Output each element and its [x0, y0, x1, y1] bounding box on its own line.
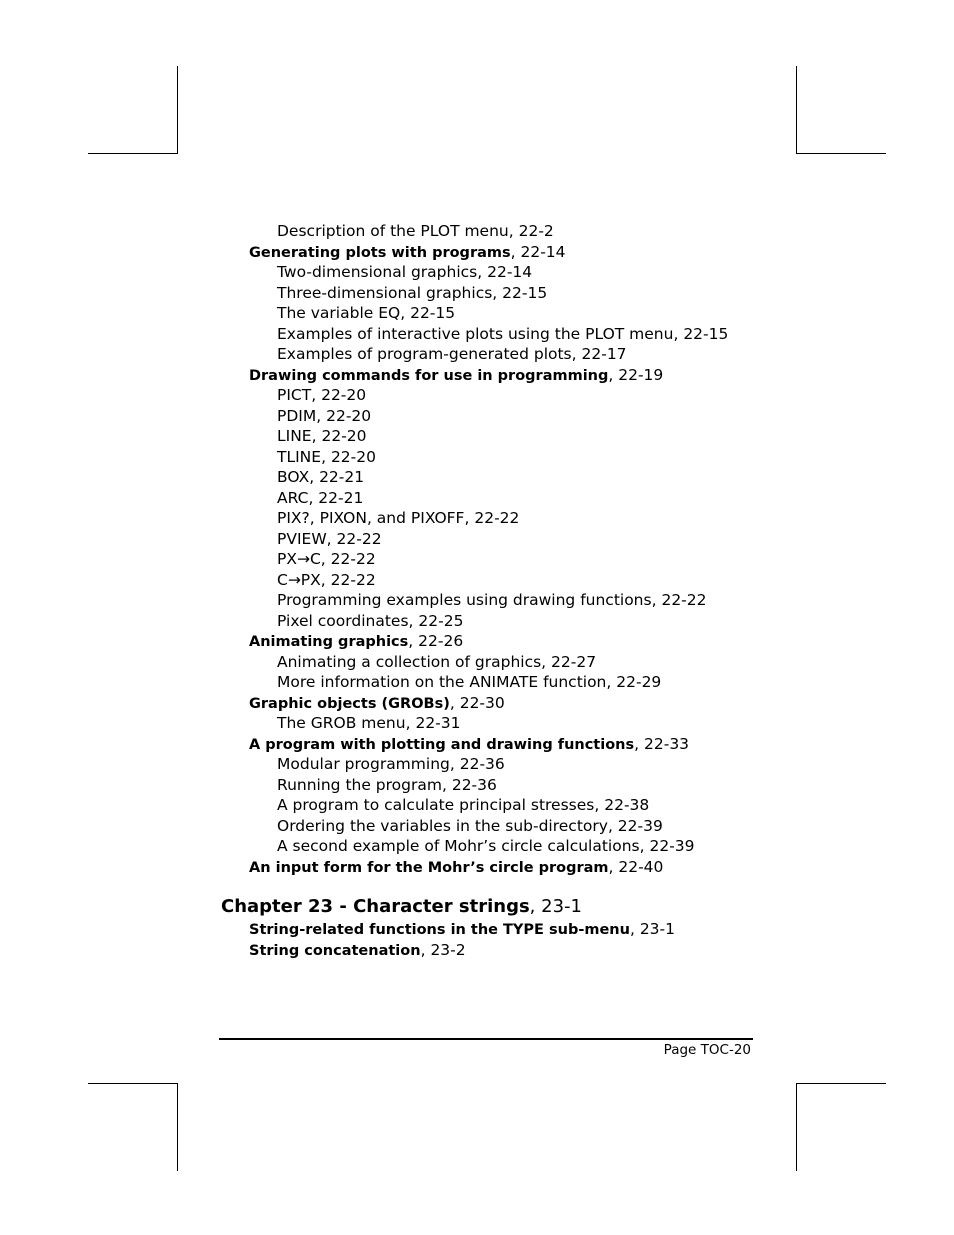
toc-entry-page: 22-14	[487, 263, 533, 281]
toc-entry-title: A program with plotting and drawing functions	[249, 736, 635, 753]
toc-entry-page: 22-20	[330, 447, 376, 466]
toc-entry-page: 22-22	[336, 529, 382, 548]
toc-chapter-entry	[221, 897, 582, 917]
toc-entry-separator: ,	[464, 509, 475, 527]
toc-entry-title: A second example of Mohr’s circle calculations	[277, 837, 640, 855]
toc-subsection-entry	[277, 590, 707, 610]
toc-entry-page: 22-2	[518, 222, 554, 240]
toc-subsection-entry	[277, 221, 554, 241]
toc-subsection-entry	[277, 385, 366, 405]
toc-entry-page: 22-27	[551, 652, 597, 671]
toc-entry-separator: ,	[629, 920, 640, 938]
toc-entry-title: PVIEW	[277, 529, 327, 548]
toc-subsection-entry	[277, 426, 367, 446]
toc-entry-page: 22-21	[319, 468, 365, 486]
toc-entry-page: 22-22	[330, 550, 376, 568]
toc-entry-title: Three-dimensional graphics	[277, 283, 493, 302]
toc-entry-separator: ,	[634, 734, 644, 753]
toc-entry-page: 22-20	[321, 427, 367, 445]
toc-entry-separator: ,	[673, 324, 684, 343]
crop-mark-top-right-horizontal	[797, 153, 886, 154]
toc-entry-title: Drawing commands for use in programming	[249, 367, 609, 384]
toc-entry-title: Examples of program-generated plots	[277, 345, 572, 363]
toc-entry-separator: ,	[326, 529, 337, 548]
toc-entry-page: 22-26	[418, 632, 464, 650]
toc-entry-title: Generating plots with programs	[249, 244, 511, 261]
toc-subsection-entry	[277, 549, 376, 569]
toc-entry-separator: ,	[607, 816, 618, 835]
toc-entry-separator: ,	[449, 693, 460, 712]
toc-subsection-entry	[277, 467, 364, 487]
toc-section-entry	[249, 734, 689, 755]
toc-entry-separator: ,	[508, 222, 519, 240]
toc-entry-page: 22-39	[649, 837, 695, 855]
crop-mark-bottom-right-horizontal	[797, 1083, 886, 1084]
toc-section-entry	[249, 919, 675, 940]
toc-entry-title: ARC	[277, 488, 309, 507]
toc-entry-page: 22-31	[415, 714, 461, 732]
crop-mark-bottom-right-vertical	[796, 1083, 797, 1171]
toc-entry-title: C→PX	[277, 570, 321, 589]
toc-entry-separator: ,	[477, 263, 488, 281]
toc-entry-separator: ,	[594, 796, 605, 814]
toc-entry-title: The GROB menu	[277, 714, 406, 732]
toc-entry-title: Examples of interactive plots using the PLOT menu	[277, 324, 674, 343]
toc-entry-page: 22-36	[451, 775, 497, 794]
toc-entry-title: Programming examples using drawing functions	[277, 591, 652, 609]
toc-entry-title: String-related functions in the TYPE sub-menu	[249, 922, 630, 938]
toc-entry-page: 22-22	[330, 570, 376, 589]
toc-entry-title: Running the program	[277, 775, 442, 794]
toc-subsection-entry	[277, 754, 505, 774]
toc-entry-title: Ordering the variables in the sub-directory	[277, 816, 608, 835]
toc-entry-separator: ,	[606, 673, 617, 691]
toc-entry-separator: ,	[420, 940, 431, 959]
toc-entry-page: 22-14	[520, 242, 566, 261]
toc-entry-separator: ,	[309, 468, 320, 486]
toc-entry-separator: ,	[449, 755, 460, 773]
toc-subsection-entry	[277, 672, 661, 692]
toc-entry-separator: ,	[608, 365, 619, 384]
toc-entry-title: Pixel coordinates	[277, 611, 409, 630]
toc-subsection-entry	[277, 488, 363, 508]
page-number: Page TOC-20	[663, 1042, 751, 1058]
toc-entry-title: PDIM	[277, 406, 317, 425]
toc-subsection-entry	[277, 836, 695, 856]
toc-entry-page: 22-25	[418, 611, 464, 630]
toc-section-entry	[249, 857, 663, 878]
toc-entry-title: Modular programming	[277, 755, 450, 773]
toc-entry-separator: ,	[316, 406, 327, 425]
toc-entry-title: A program to calculate principal stresses	[277, 796, 595, 814]
toc-entry-title: BOX	[277, 468, 310, 486]
footer-rule	[219, 1038, 753, 1040]
toc-entry-separator: ,	[441, 775, 452, 794]
toc-entry-page: 22-29	[616, 673, 662, 691]
toc-subsection-entry	[277, 570, 376, 590]
toc-subsection-entry	[277, 775, 497, 795]
toc-entry-page: 22-20	[326, 406, 372, 425]
toc-entry-page: 22-38	[604, 796, 650, 814]
toc-entry-page: 22-22	[474, 509, 520, 527]
toc-entry-separator: ,	[308, 488, 319, 507]
crop-mark-bottom-left-vertical	[177, 1083, 178, 1171]
toc-entry-title: More information on the ANIMATE function	[277, 673, 607, 691]
toc-entry-page: 22-21	[318, 488, 364, 507]
toc-entry-title: An input form for the Mohr’s circle program	[249, 859, 609, 876]
toc-entry-title: String concatenation	[249, 942, 421, 959]
toc-entry-page: 23-1	[639, 920, 675, 938]
crop-mark-top-right-vertical	[796, 66, 797, 154]
toc-entry-title: TLINE	[277, 447, 322, 466]
toc-entry-separator: ,	[311, 386, 322, 404]
toc-entry-page: 22-20	[321, 386, 367, 404]
toc-entry-page: 23-2	[430, 940, 466, 959]
toc-section-entry	[249, 693, 505, 714]
toc-entry-separator: ,	[571, 345, 582, 363]
toc-section-entry	[249, 365, 663, 386]
toc-section-entry	[249, 242, 566, 263]
toc-subsection-entry	[277, 508, 519, 528]
toc-entry-page: 22-17	[581, 345, 627, 363]
toc-entry-page: 22-33	[644, 734, 690, 753]
toc-subsection-entry	[277, 406, 371, 426]
toc-subsection-entry	[277, 713, 461, 733]
toc-entry-separator: ,	[405, 714, 416, 732]
toc-entry-page: 22-39	[617, 816, 663, 835]
toc-entry-page: 23-1	[541, 896, 582, 917]
toc-entry-separator: ,	[608, 857, 619, 876]
toc-subsection-entry	[277, 795, 649, 815]
toc-entry-page: 22-30	[459, 693, 505, 712]
toc-entry-title: PIX?, PIXON, and PIXOFF	[277, 509, 465, 527]
toc-subsection-entry	[277, 344, 627, 364]
toc-entry-title: Description of the PLOT menu	[277, 222, 509, 240]
toc-entry-page: 22-15	[683, 324, 729, 343]
toc-subsection-entry	[277, 283, 547, 303]
toc-entry-separator: ,	[320, 570, 331, 589]
toc-entry-title: PICT	[277, 386, 312, 404]
toc-subsection-entry	[277, 447, 376, 467]
toc-entry-title: The variable EQ	[277, 304, 401, 322]
toc-entry-separator: ,	[651, 591, 662, 609]
toc-entry-separator: ,	[311, 427, 322, 445]
toc-entry-separator: ,	[510, 242, 521, 261]
toc-section-entry	[249, 940, 466, 961]
toc-subsection-entry	[277, 262, 532, 282]
toc-entry-separator: ,	[400, 304, 411, 322]
toc-entry-page: 22-19	[618, 365, 664, 384]
toc-entry-page: 22-15	[502, 283, 548, 302]
toc-subsection-entry	[277, 324, 728, 344]
toc-entry-separator: ,	[492, 283, 503, 302]
toc-entry-separator: ,	[639, 837, 650, 855]
toc-entry-separator: ,	[529, 896, 542, 917]
crop-mark-top-left-horizontal	[88, 153, 177, 154]
toc-entry-page: 22-40	[618, 857, 664, 876]
toc-entry-title: Graphic objects (GROBs)	[249, 695, 450, 712]
toc-subsection-entry	[277, 652, 596, 672]
crop-mark-bottom-left-horizontal	[88, 1083, 177, 1084]
toc-subsection-entry	[277, 611, 463, 631]
toc-entry-title: Two-dimensional graphics	[277, 263, 478, 281]
crop-mark-top-left-vertical	[177, 66, 178, 154]
toc-entry-title: Chapter 23 - Character strings	[221, 896, 530, 917]
toc-entry-page: 22-15	[410, 304, 456, 322]
toc-entry-separator: ,	[541, 652, 552, 671]
toc-entry-separator: ,	[321, 447, 331, 466]
toc-subsection-entry	[277, 816, 663, 836]
toc-entry-separator: ,	[320, 550, 331, 568]
toc-entry-title: Animating a collection of graphics	[277, 652, 542, 671]
toc-entry-title: PX→C	[277, 550, 321, 568]
toc-entry-page: 22-36	[459, 755, 505, 773]
toc-entry-title: Animating graphics	[249, 634, 409, 650]
toc-entry-title: LINE	[277, 427, 312, 445]
toc-entry-separator: ,	[408, 632, 419, 650]
toc-entry-page: 22-22	[661, 591, 707, 609]
toc-section-entry	[249, 631, 463, 652]
toc-entry-separator: ,	[408, 611, 419, 630]
toc-subsection-entry	[277, 529, 382, 549]
toc-subsection-entry	[277, 303, 455, 323]
